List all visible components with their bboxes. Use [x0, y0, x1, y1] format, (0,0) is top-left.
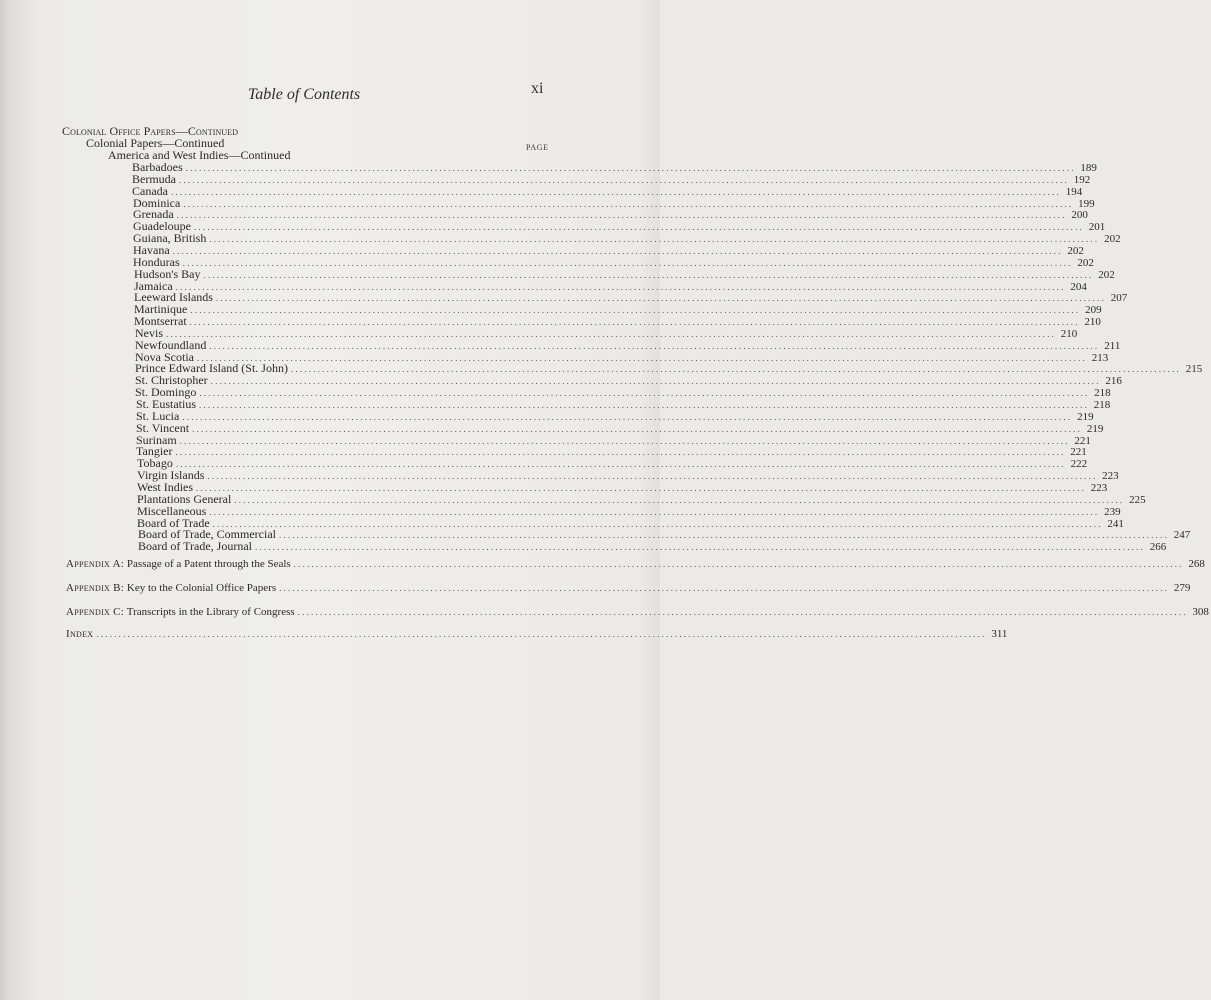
dot-leader: ........................................................................................................................................................................................................ — [234, 494, 1125, 505]
toc-entry-label: Jamaica — [134, 278, 173, 293]
dot-leader: ........................................................................................................................................................................................................ — [278, 530, 1169, 541]
toc-entry-label: Honduras — [133, 254, 180, 269]
toc-entry-label: Surinam — [136, 432, 177, 447]
dot-leader: ........................................................................................................................................................................................................ — [183, 198, 1074, 209]
toc-entry-label: Plantations General — [137, 491, 232, 506]
toc-entry-label: Board of Trade, Journal — [138, 539, 252, 554]
toc-entry-page: 200 — [1071, 209, 1088, 222]
appendix-entry — [66, 582, 1191, 594]
dot-leader: ........................................................................................................................................................................................................ — [96, 629, 987, 639]
toc-entry-page: 192 — [1073, 173, 1091, 186]
toc-entry-page: 247 — [1173, 529, 1191, 542]
dot-leader: ........................................................................................................................................................................................................ — [182, 257, 1073, 268]
dot-leader: ........................................................................................................................................................................................................ — [290, 364, 1181, 375]
toc-entry-label: St. Eustatius — [136, 397, 197, 411]
dot-leader: ........................................................................................................................................................................................................ — [179, 174, 1069, 185]
toc-entry-page: 202 — [1104, 233, 1121, 246]
dot-leader: ........................................................................................................................................................................................................ — [189, 317, 1080, 328]
toc-entry-page: 268 — [1188, 558, 1205, 570]
toc-entry-label: Martinique — [134, 302, 188, 317]
dot-leader: ........................................................................................................................................................................................................ — [182, 411, 1073, 422]
toc-entry-page: 279 — [1173, 582, 1191, 594]
toc-entry-label: Nova Scotia — [135, 349, 194, 364]
toc-entry-label: St. Lucia — [136, 408, 180, 423]
toc-entry-page: 223 — [1102, 470, 1119, 483]
toc-entry-page: 266 — [1149, 541, 1167, 554]
page-folio: xi — [531, 80, 544, 97]
appendix-entry — [66, 606, 1209, 618]
appendix-title: Transcripts in the Library of Congress — [126, 606, 295, 618]
toc-entry-label: Canada — [132, 183, 168, 198]
toc-entry-label: Tobago — [137, 456, 173, 471]
dot-leader: ........................................................................................................................................................................................................ — [212, 518, 1103, 529]
dot-leader: ........................................................................................................................................................................................................ — [190, 305, 1081, 316]
toc-entry-page: 311 — [991, 628, 1008, 640]
dot-leader: ........................................................................................................................................................................................................ — [185, 163, 1076, 173]
dot-leader: ........................................................................................................................................................................................................ — [297, 607, 1188, 617]
toc-entry-label — [66, 606, 295, 618]
dot-leader: ........................................................................................................................................................................................................ — [209, 340, 1100, 351]
dot-leader: ........................................................................................................................................................................................................ — [255, 542, 1145, 553]
dot-leader: ........................................................................................................................................................................................................ — [175, 447, 1066, 458]
toc-entry-label: Nevis — [135, 325, 163, 340]
toc-entry-label — [66, 558, 291, 570]
appendix-lead: Index — [66, 628, 94, 640]
toc-entry-page: 202 — [1067, 244, 1084, 257]
toc-entry-page: 219 — [1077, 410, 1094, 423]
dot-leader: ........................................................................................................................................................................................................ — [175, 281, 1066, 292]
toc-entry — [138, 539, 1167, 554]
dot-leader: ........................................................................................................................................................................................................ — [209, 506, 1100, 517]
dot-leader: ........................................................................................................................................................................................................ — [166, 328, 1056, 339]
appendix-lead: Appendix A: — [66, 558, 125, 570]
toc-entry-label: Miscellaneous — [137, 503, 207, 518]
dot-leader: ........................................................................................................................................................................................................ — [210, 376, 1101, 387]
toc-entry-label: Tangier — [136, 444, 173, 459]
toc-entry-label: St. Christopher — [135, 373, 208, 388]
section-heading-level1: Colonial Office Papers—Continued — [62, 124, 239, 138]
toc-entry-page: 202 — [1098, 268, 1115, 281]
dot-leader: ........................................................................................................................................................................................................ — [215, 293, 1106, 304]
dot-leader: ........................................................................................................................................................................................................ — [196, 482, 1087, 493]
dot-leader: ........................................................................................................................................................................................................ — [207, 471, 1098, 482]
dot-leader: ........................................................................................................................................................................................................ — [175, 459, 1066, 470]
toc-entry-label: St. Vincent — [136, 420, 190, 435]
toc-entry-page: 189 — [1080, 162, 1097, 174]
appendix-lead: Appendix C: — [66, 606, 125, 618]
toc-entry-label: Hudson's Bay — [134, 266, 201, 281]
dot-leader: ........................................................................................................................................................................................................ — [293, 559, 1184, 569]
appendix-entry — [66, 558, 1205, 570]
toc-entry-page: 308 — [1192, 606, 1209, 618]
page-title: Table of Contents — [247, 86, 361, 103]
toc-entry-label: Montserrat — [134, 314, 187, 329]
appendix-lead: Appendix B: — [66, 582, 125, 594]
dot-leader: ........................................................................................................................................................................................................ — [170, 186, 1061, 197]
page-column-heading: PAGE — [526, 143, 549, 152]
dot-leader: ........................................................................................................................................................................................................ — [192, 423, 1083, 434]
toc-entry-page: 213 — [1091, 351, 1109, 364]
toc-entry-page: 218 — [1093, 399, 1111, 411]
toc-entry-page: 239 — [1104, 505, 1121, 518]
toc-entry-label: Dominica — [133, 195, 181, 210]
toc-entry-page: 216 — [1105, 375, 1122, 388]
section-heading-level3: America and West Indies—Continued — [108, 148, 291, 162]
toc-entry-label — [66, 582, 276, 594]
toc-entry-label: West Indies — [137, 479, 194, 494]
toc-entry-page: 215 — [1185, 363, 1203, 376]
toc-entry-page: 221 — [1074, 434, 1091, 447]
toc-entry-label: Barbadoes — [132, 160, 183, 174]
appendix-entry — [66, 628, 1008, 640]
dot-leader: ........................................................................................................................................................................................................ — [199, 400, 1090, 410]
toc-entry-page: 218 — [1094, 387, 1111, 400]
toc-entry-label: Havana — [133, 242, 170, 257]
toc-entry-page: 210 — [1060, 327, 1078, 340]
toc-entry-label: Guadeloupe — [133, 219, 191, 234]
toc-entry-label — [66, 628, 93, 640]
dot-leader: ........................................................................................................................................................................................................ — [176, 210, 1067, 221]
toc-entry-page: 194 — [1065, 185, 1083, 198]
toc-entry-page: 202 — [1077, 256, 1094, 269]
toc-entry-label: Prince Edward Island (St. John) — [135, 361, 288, 376]
toc-entry-page: 199 — [1078, 197, 1095, 210]
toc-entry-page: 241 — [1107, 517, 1124, 530]
toc-entry-page: 225 — [1129, 493, 1146, 506]
toc-entry-page: 204 — [1070, 280, 1087, 293]
toc-entry-page: 223 — [1090, 481, 1108, 494]
dot-leader: ........................................................................................................................................................................................................ — [279, 583, 1170, 593]
dot-leader: ........................................................................................................................................................................................................ — [203, 269, 1094, 280]
dot-leader: ........................................................................................................................................................................................................ — [193, 222, 1084, 233]
dot-leader: ........................................................................................................................................................................................................ — [197, 352, 1087, 363]
toc-entry-page: 201 — [1088, 221, 1106, 234]
toc-entry-label: Guiana, British — [133, 231, 207, 246]
dot-leader: ........................................................................................................................................................................................................ — [172, 245, 1063, 256]
toc-entry-label: Leeward Islands — [134, 290, 213, 305]
toc-entry-page: 207 — [1110, 292, 1128, 305]
toc-entry-page: 219 — [1086, 422, 1104, 435]
toc-entry-page: 222 — [1070, 458, 1088, 471]
dot-leader: ........................................................................................................................................................................................................ — [209, 234, 1100, 245]
section-heading-level2: Colonial Papers—Continued — [86, 136, 225, 150]
toc-entry-page: 209 — [1085, 304, 1102, 317]
dot-leader: ........................................................................................................................................................................................................ — [179, 435, 1070, 446]
appendix-title: Passage of a Patent through the Seals — [126, 558, 291, 570]
toc-entry-label: Board of Trade — [137, 515, 210, 530]
toc-entry-label: Grenada — [133, 207, 174, 222]
toc-entry-label: Bermuda — [132, 171, 176, 186]
toc-entry-label: Newfoundland — [135, 337, 207, 352]
appendix-title: Key to the Colonial Office Papers — [126, 582, 277, 594]
dot-leader: ........................................................................................................................................................................................................ — [199, 388, 1090, 399]
toc-entry-page: 210 — [1084, 316, 1101, 329]
toc-entry-label: Board of Trade, Commercial — [138, 527, 276, 542]
toc-entry-label: St. Domingo — [135, 385, 197, 400]
toc-entry-page: 211 — [1104, 339, 1121, 352]
toc-entry-label: Virgin Islands — [137, 468, 205, 483]
toc-entry-page: 221 — [1070, 446, 1087, 459]
